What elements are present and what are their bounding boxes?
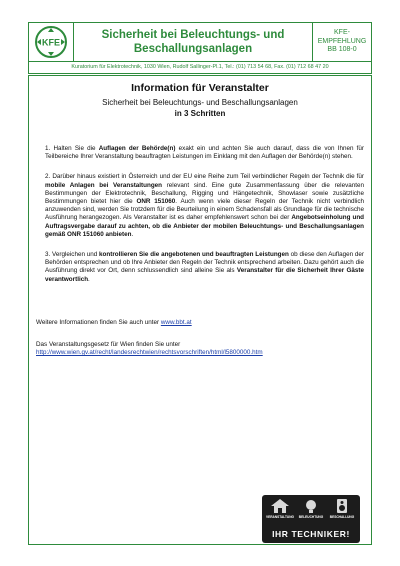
- step-3-paragraph: [36, 251, 364, 284]
- ref-line1: KFE-: [334, 29, 350, 37]
- house-icon: [270, 498, 290, 514]
- header-title-line2: Beschallungsanlagen: [133, 43, 253, 55]
- document-body: [36, 82, 364, 357]
- kfe-logo-icon: [34, 25, 68, 59]
- step-2-bold-1: mobile Anlagen bei Veranstaltungen: [45, 181, 163, 189]
- step-3-text-2: ob diese den Auflagen der Behörden entsprechen und ob Ihre Anbieter den Regeln der Technik entsprechend arbeiten. Dazu gehört auch die Ausführung direkt vor Ort, denn schlussendlich sind alleine Sie als: [45, 251, 364, 275]
- light-icon: [301, 498, 321, 514]
- step-2-paragraph: [36, 173, 364, 239]
- step-2-text-3: . Auch wenn viele dieser Regeln der Technik nicht verbindlich anzuwenden sind, werden Sie trotzdem für die Beurteilung in einem Schadensfall als Grundlage für die technische Ausführung herangezogen. Als Veranstalter ist es daher empfehlenswert schon bei der: [45, 198, 364, 222]
- badge-slot-venue: [266, 498, 294, 524]
- step-3-text: 3. Vergleichen und: [45, 251, 100, 259]
- badge-label-1: VERANSTALTUNG: [265, 515, 295, 519]
- law-link[interactable]: http://www.wien.gv.at/recht/landesrechtwien/rechtsvorschriften/html/l5800000.htm: [36, 349, 263, 357]
- step-3-bold-2: Veranstalter für die Sicherheit Ihrer Gäste verantwortlich: [45, 267, 364, 283]
- step-1-bold: Auflagen der Behörde(n): [98, 145, 176, 152]
- step-2-text: 2. Darüber hinaus existiert in Österreich und der EU eine Reihe zum Teil verbindlicher Regeln der Technik die für: [45, 173, 364, 181]
- step-2-bold-2: ONR 151060: [136, 198, 176, 206]
- document-page: [28, 22, 372, 546]
- badge-slot-sound: [328, 498, 356, 524]
- step-3-text-end: .: [88, 275, 90, 283]
- step-2-text-2: relevant sind. Eine gute Zusammenfassung über die relevanten Bestimmungen der Elektrotechnik, Beschallung, Rigging und Hängetechnik, Showlaser sowie zusätzliche Bestimmungen bietet hier die: [45, 181, 364, 206]
- header-reference: [313, 23, 371, 61]
- address-line: Kuratorium für Elektrotechnik, 1030 Wien, Rudolf Sallinger-Pl.1, Tel.: (01) 713 54 68, Fax. (01) 712 68 47 20: [28, 62, 372, 74]
- step-2-text-end: .: [131, 230, 134, 238]
- document-header: [28, 22, 372, 62]
- step-2-bold-3: Angebotseinholung und Auftragsvergabe darauf zu achten, ob die Anbieter der mobilen Beleuchtungs- und Beschallungsanlagen gemäß ONR 151060 anbieten: [45, 214, 365, 238]
- logo-text: KFE: [42, 37, 60, 48]
- techniker-badge: [262, 495, 360, 543]
- badge-label-2: BELEUCHTUNG: [298, 515, 324, 519]
- page-title: Information für Veranstalter: [131, 82, 269, 94]
- law-paragraph: [36, 341, 364, 357]
- step-3-bold-1: kontrollieren Sie die angebotenen und beauftragten Leistungen: [99, 251, 289, 259]
- page-subtitle: Sicherheit bei Beleuchtungs- und Beschallungsanlagen: [102, 98, 298, 107]
- kfe-logo: [29, 23, 74, 61]
- ref-line2: EMPFEHLUNG: [317, 37, 367, 45]
- ref-line3: BB 108-0: [327, 46, 357, 54]
- bbt-link[interactable]: www.bbt.at: [160, 318, 192, 326]
- law-text: Das Veranstaltungsgesetz für Wien finden Sie unter: [36, 341, 181, 349]
- badge-tagline: IHR TECHNIKER!: [272, 529, 350, 539]
- speaker-icon: [332, 498, 352, 514]
- badge-label-3: BESCHALLUNG: [329, 515, 355, 519]
- header-title-line1: Sicherheit bei Beleuchtungs- und: [101, 29, 285, 41]
- badge-slot-lighting: [297, 498, 325, 524]
- info-paragraph: [36, 319, 364, 327]
- info-text: Weitere Informationen finden Sie auch unter: [36, 318, 161, 326]
- header-title: [74, 23, 313, 61]
- step-1-paragraph: [36, 145, 364, 161]
- step-1-text: 1. Halten Sie die: [45, 145, 99, 152]
- steps-heading: in 3 Schritten: [174, 109, 226, 118]
- step-1-text-end: exakt ein und achten Sie auch darauf, dass die von Ihnen für Teilbereiche Ihrer Veranstaltung beauftragten Leistungen im Einklang mit den Auflagen der Behörde(n) stehen.: [45, 145, 364, 161]
